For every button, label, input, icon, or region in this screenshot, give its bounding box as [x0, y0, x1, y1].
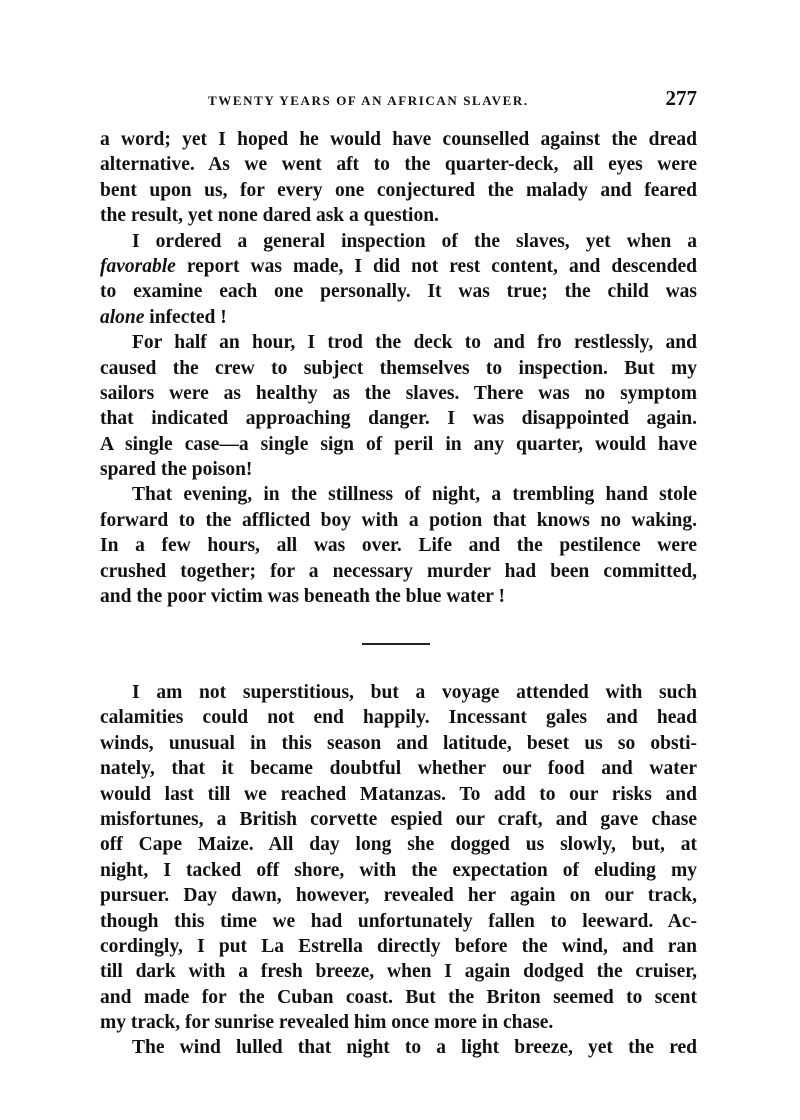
running-title: TWENTY YEARS OF AN AFRICAN SLAVER. — [208, 93, 529, 108]
text-line: though this time we had unfortunately fallen to leeward. Ac- — [100, 910, 697, 932]
text-line: winds, unusual in this season and latitude, beset us so obsti- — [100, 732, 697, 754]
text-line: I am not superstitious, but a voyage attended with such — [132, 682, 697, 703]
text-fragment: report was made, I did not rest content, and descended — [175, 255, 697, 277]
text-line: spared the poison! — [100, 459, 253, 481]
text-line: the result, yet none dared ask a question. — [100, 205, 439, 227]
text-line: A single case—a single sign of peril in any quarter, would have — [100, 433, 697, 455]
text-block-first — [100, 127, 697, 609]
text-block-second — [100, 680, 697, 1061]
text-line: In a few hours, all was over. Life and the pestilence were — [100, 535, 697, 557]
text-line: calamities could not end happily. Incessant gales and head — [100, 707, 697, 729]
text-line: my track, for sunrise revealed him once more in chase. — [100, 1012, 554, 1034]
text-line: and the poor victim was beneath the blue water ! — [100, 586, 505, 608]
text-line: alternative. As we went aft to the quarter-deck, all eyes were — [100, 154, 697, 176]
text-line: sailors were as healthy as the slaves. There was no symptom — [100, 382, 697, 404]
text-line: misfortunes, a British corvette espied our craft, and gave chase — [100, 808, 697, 830]
text-line: to examine each one personally. It was true; the child was — [100, 281, 697, 303]
text-line: That evening, in the stillness of night, a trembling hand stole — [132, 484, 697, 506]
page-number: 277 — [665, 86, 697, 110]
text-line: caused the crew to subject themselves to inspection. But my — [100, 357, 697, 379]
italic-word: alone — [100, 306, 145, 328]
page-header — [100, 86, 697, 116]
text-line: bent upon us, for every one conjectured the malady and feared — [100, 179, 697, 201]
text-line: The wind lulled that night to a light breeze, yet the red — [132, 1037, 697, 1059]
text-line: would last till we reached Matanzas. To add to our risks and — [100, 783, 697, 805]
section-divider — [362, 643, 430, 645]
text-line: night, I tacked off shore, with the expectation of eluding my — [100, 859, 697, 881]
italic-word: favorable — [100, 255, 176, 277]
text-line: crushed together; for a necessary murder had been committed, — [100, 560, 697, 582]
text-line — [100, 254, 697, 279]
text-line: and made for the Cuban coast. But the Briton seemed to scent — [100, 986, 697, 1008]
text-line: till dark with a fresh breeze, when I again dodged the cruiser, — [100, 961, 697, 983]
text-line: For half an hour, I trod the deck to and fro restlessly, and — [132, 332, 697, 354]
text-line: I ordered a general inspection of the slaves, yet when a — [132, 230, 697, 252]
text-line: that indicated approaching danger. I was disappointed again. — [100, 408, 697, 430]
text-line: pursuer. Day dawn, however, revealed her again on our track, — [100, 885, 697, 907]
text-line: forward to the afflicted boy with a potion that knows no waking. — [100, 509, 697, 531]
text-line: nately, that it became doubtful whether our food and water — [100, 758, 697, 780]
text-line: off Cape Maize. All day long she dogged us slowly, but, at — [100, 834, 697, 856]
text-fragment: infected ! — [144, 306, 227, 328]
text-line: a word; yet I hoped he would have counselled against the dread — [100, 129, 697, 150]
text-line: cordingly, I put La Estrella directly before the wind, and ran — [100, 935, 697, 957]
text-line — [100, 305, 697, 330]
